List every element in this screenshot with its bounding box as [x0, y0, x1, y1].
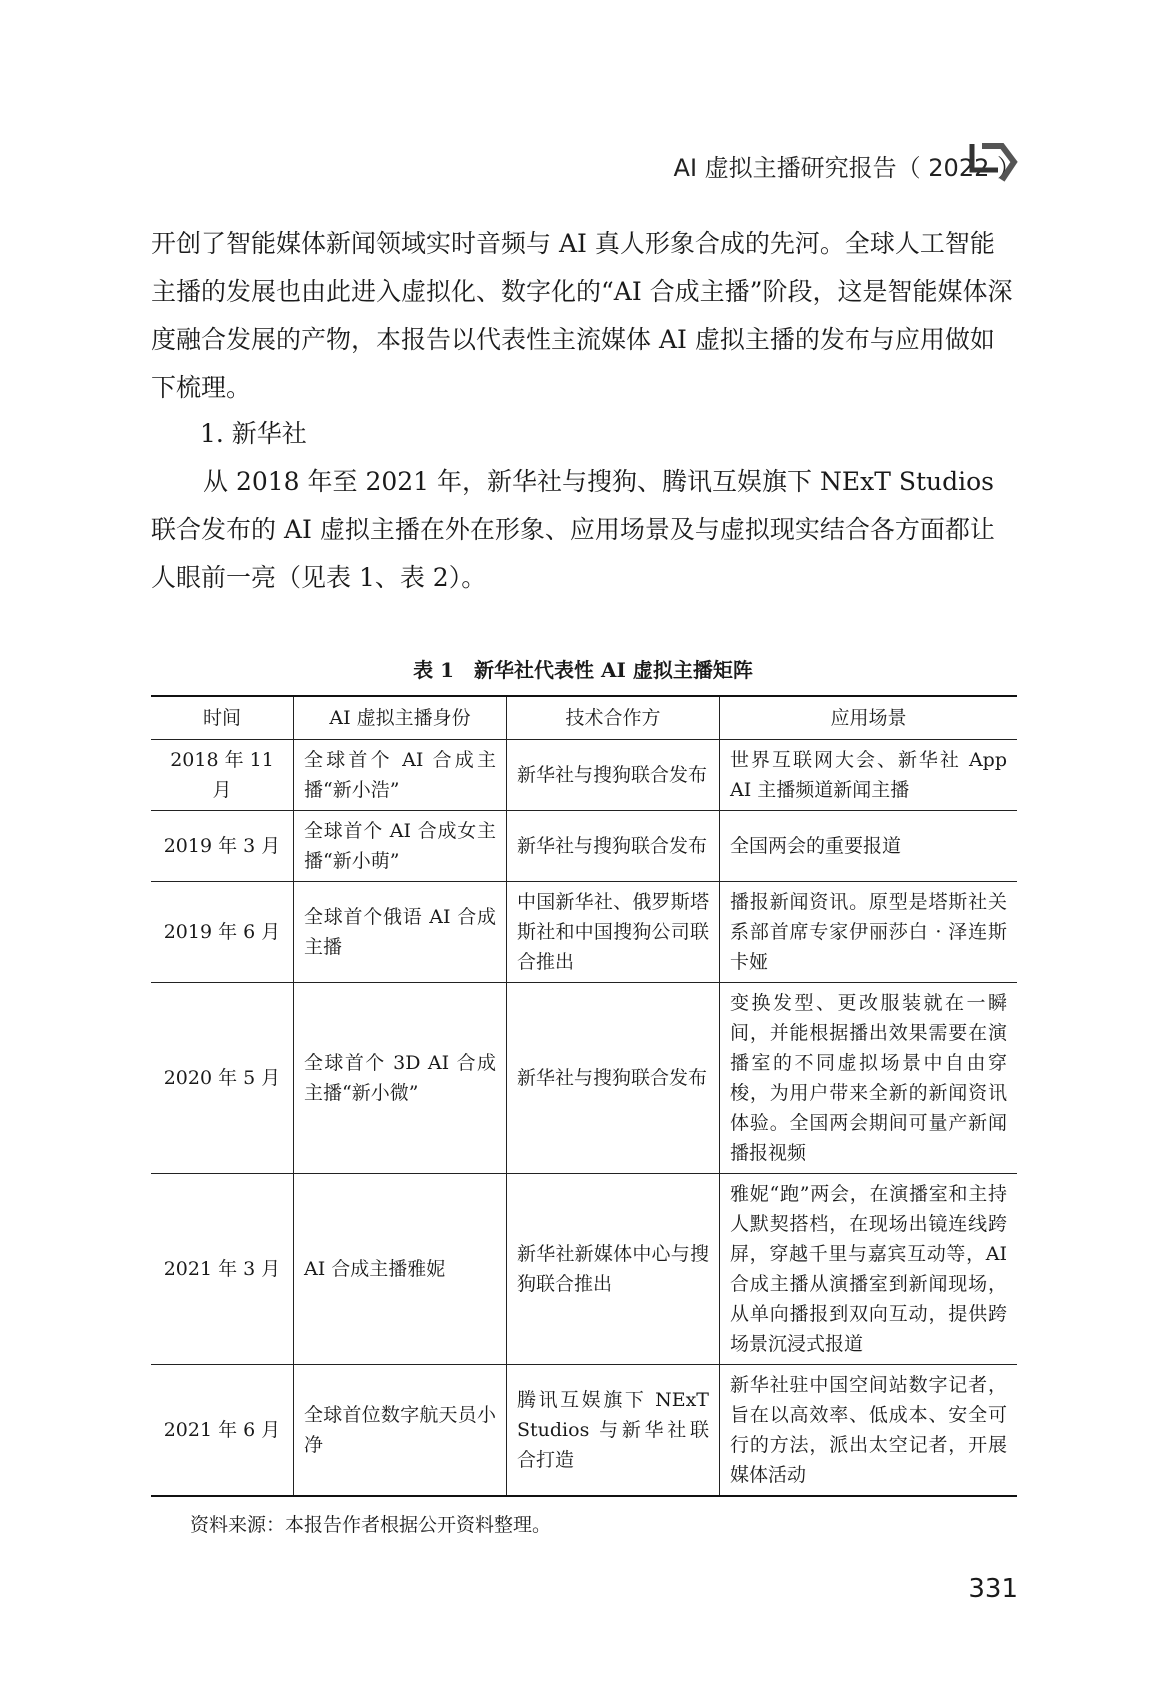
- intro-paragraph: 开创了智能媒体新闻领域实时音频与 AI 真人形象合成的先河。全球人工智能主播的发展也由此进入虚拟化、数字化的“AI 合成主播”阶段，这是智能媒体深度融合发展的产物，本报告以代表性主流媒体 AI 虚拟主播的发布与应用做如下梳理。: [151, 229, 1013, 402]
- cell-partner: 新华社与搜狗联合发布: [507, 740, 720, 811]
- cell-time: 2021 年 3 月: [151, 1174, 294, 1365]
- running-header: [0, 148, 1021, 183]
- cell-partner: 新华社与搜狗联合发布: [507, 811, 720, 882]
- table-row: [151, 882, 1017, 983]
- xinhua-paragraph: 从 2018 年至 2021 年，新华社与搜狗、腾讯互娱旗下 NExT Studios 联合发布的 AI 虚拟主播在外在形象、应用场景及与虚拟现实结合各方面都让人眼前一亮（见表 1、表 2）。: [151, 467, 995, 592]
- table-row: [151, 811, 1017, 882]
- header-title: AI 虚拟主播研究报告（ 2022 ）: [673, 154, 1021, 182]
- table-row: [151, 983, 1017, 1174]
- cell-time: 2020 年 5 月: [151, 983, 294, 1174]
- cell-identity: AI 合成主播雅妮: [294, 1174, 507, 1365]
- table-row: [151, 1174, 1017, 1365]
- cell-time: 2018 年 11 月: [151, 740, 294, 811]
- table-title: 表 1 新华社代表性 AI 虚拟主播矩阵: [413, 658, 753, 682]
- cell-partner: 中国新华社、俄罗斯塔斯社和中国搜狗公司联合推出: [507, 882, 720, 983]
- table-row: [151, 1365, 1017, 1497]
- book-corner-logo-icon: [968, 140, 1018, 186]
- column-header-identity: AI 虚拟主播身份: [294, 696, 507, 740]
- cell-scene: 新华社驻中国空间站数字记者，旨在以高效率、低成本、安全可行的方法，派出太空记者，开展媒体活动: [720, 1365, 1018, 1497]
- cell-scene: 雅妮“跑”两会，在演播室和主持人默契搭档，在现场出镜连线跨屏，穿越千里与嘉宾互动等，AI 合成主播从演播室到新闻现场，从单向播报到双向互动，提供跨场景沉浸式报道: [720, 1174, 1018, 1365]
- column-header-time: 时间: [151, 696, 294, 740]
- cell-scene: 变换发型、更改服装就在一瞬间，并能根据播出效果需要在演播室的不同虚拟场景中自由穿梭，为用户带来全新的新闻资讯体验。全国两会期间可量产新闻播报视频: [720, 983, 1018, 1174]
- cell-identity: 全球首个 AI 合成主播“新小浩”: [294, 740, 507, 811]
- column-header-scene: 应用场景: [720, 696, 1018, 740]
- table-header-row: [151, 696, 1017, 740]
- cell-scene: 全国两会的重要报道: [720, 811, 1018, 882]
- cell-scene: 播报新闻资讯。原型是塔斯社关系部首席专家伊丽莎白 · 泽连斯卡娅: [720, 882, 1018, 983]
- section-heading: 1. 新华社: [200, 419, 307, 448]
- page-number: 331: [968, 1574, 1018, 1604]
- cell-partner: 新华社与搜狗联合发布: [507, 983, 720, 1174]
- column-header-partner: 技术合作方: [507, 696, 720, 740]
- cell-identity: 全球首个 3D AI 合成主播“新小微”: [294, 983, 507, 1174]
- cell-identity: 全球首个俄语 AI 合成主播: [294, 882, 507, 983]
- cell-time: 2021 年 6 月: [151, 1365, 294, 1497]
- cell-identity: 全球首位数字航天员小净: [294, 1365, 507, 1497]
- cell-time: 2019 年 6 月: [151, 882, 294, 983]
- cell-scene: 世界互联网大会、新华社 App AI 主播频道新闻主播: [720, 740, 1018, 811]
- cell-partner: 新华社新媒体中心与搜狗联合推出: [507, 1174, 720, 1365]
- cell-identity: 全球首个 AI 合成女主播“新小萌”: [294, 811, 507, 882]
- ai-anchor-matrix-table: [151, 695, 1017, 1497]
- table-source-note: 资料来源：本报告作者根据公开资料整理。: [190, 1514, 552, 1536]
- cell-time: 2019 年 3 月: [151, 811, 294, 882]
- table-row: [151, 740, 1017, 811]
- cell-partner: 腾讯互娱旗下 NExT Studios 与新华社联合打造: [507, 1365, 720, 1497]
